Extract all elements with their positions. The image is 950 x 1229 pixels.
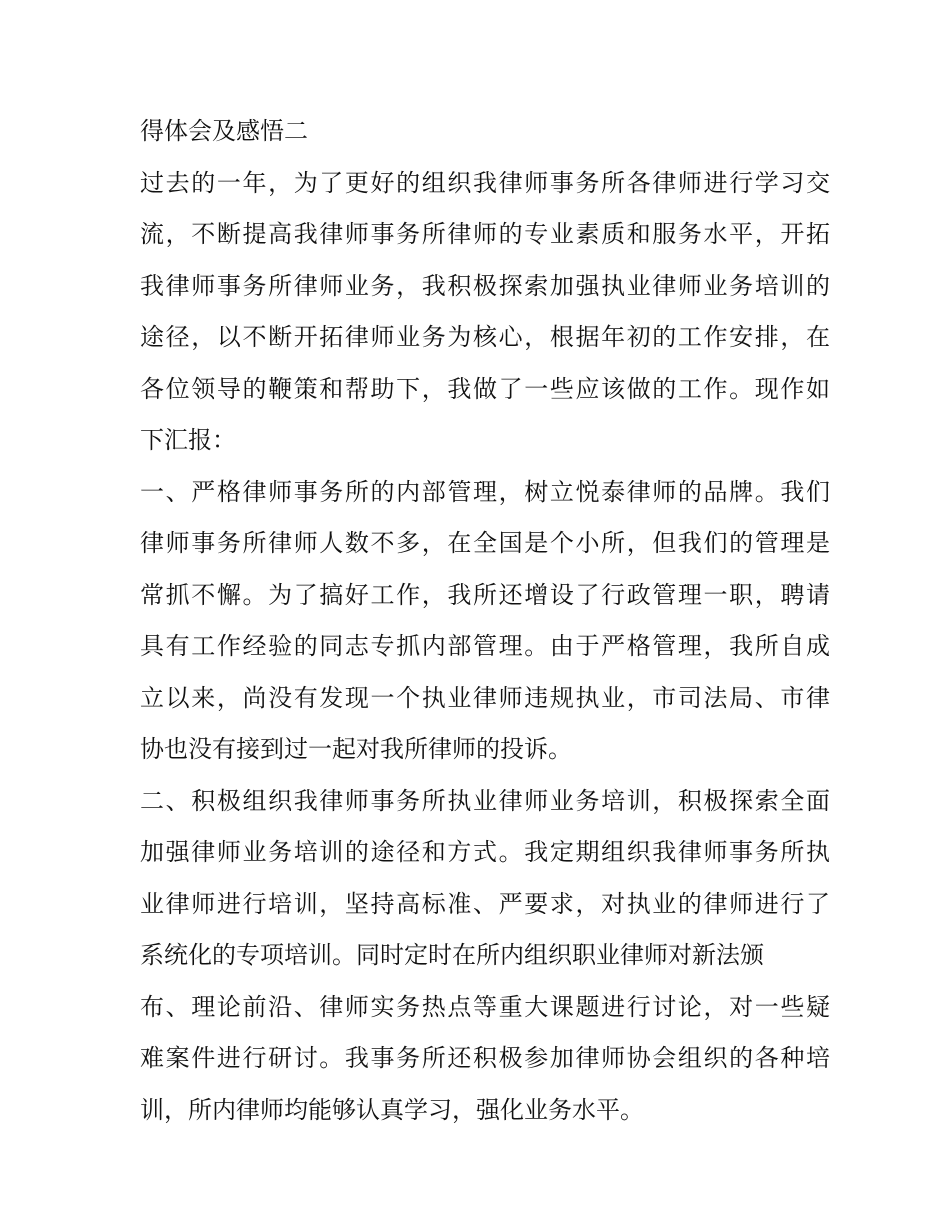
text-line: 布、理论前沿、律师实务热点等重大课题进行讨论，对一些疑 bbox=[140, 992, 830, 1021]
text-line: 途径，以不断开拓律师业务为核心，根据年初的工作安排，在 bbox=[140, 323, 830, 351]
text-line: 业律师进行培训，坚持高标准、严要求，对执业的律师进行了 bbox=[140, 889, 830, 918]
text-line: 我律师事务所律师业务，我积极探索加强执业律师业务培训的 bbox=[140, 271, 830, 300]
text-line: 加强律师业务培训的途径和方式。我定期组织我律师事务所执 bbox=[140, 838, 830, 866]
text-line: 一、严格律师事务所的内部管理，树立悦泰律师的品牌。我们 bbox=[140, 477, 830, 506]
text-line: 训，所内律师均能够认真学习，强化业务水平。 bbox=[140, 1095, 644, 1124]
text-line: 具有工作经验的同志专抓内部管理。由于严格管理，我所自成 bbox=[140, 632, 830, 660]
text-line: 各位领导的鞭策和帮助下，我做了一些应该做的工作。现作如 bbox=[140, 374, 830, 403]
text-line: 立以来，尚没有发现一个执业律师违规执业，市司法局、市律 bbox=[140, 683, 830, 712]
document-body bbox=[140, 106, 830, 1136]
text-line: 过去的一年，为了更好的组织我律师事务所各律师进行学习交 bbox=[140, 168, 830, 197]
text-line: 二、积极组织我律师事务所执业律师业务培训，积极探索全面 bbox=[140, 786, 830, 815]
document-title: 得体会及感悟二 bbox=[140, 117, 308, 145]
text-line: 协也没有接到过一起对我所律师的投诉。 bbox=[140, 735, 572, 763]
text-line: 律师事务所律师人数不多，在全国是个小所，但我们的管理是 bbox=[140, 529, 830, 557]
text-line: 流，不断提高我律师事务所律师的专业素质和服务水平，开拓 bbox=[140, 220, 830, 248]
text-line: 难案件进行研讨。我事务所还积极参加律师协会组织的各种培 bbox=[140, 1044, 830, 1072]
text-line: 系统化的专项培训。同时定时在所内组织职业律师对新法颁 bbox=[140, 941, 764, 969]
text-line: 常抓不懈。为了搞好工作，我所还增设了行政管理一职，聘请 bbox=[140, 580, 830, 609]
text-line: 下汇报： bbox=[140, 426, 236, 454]
